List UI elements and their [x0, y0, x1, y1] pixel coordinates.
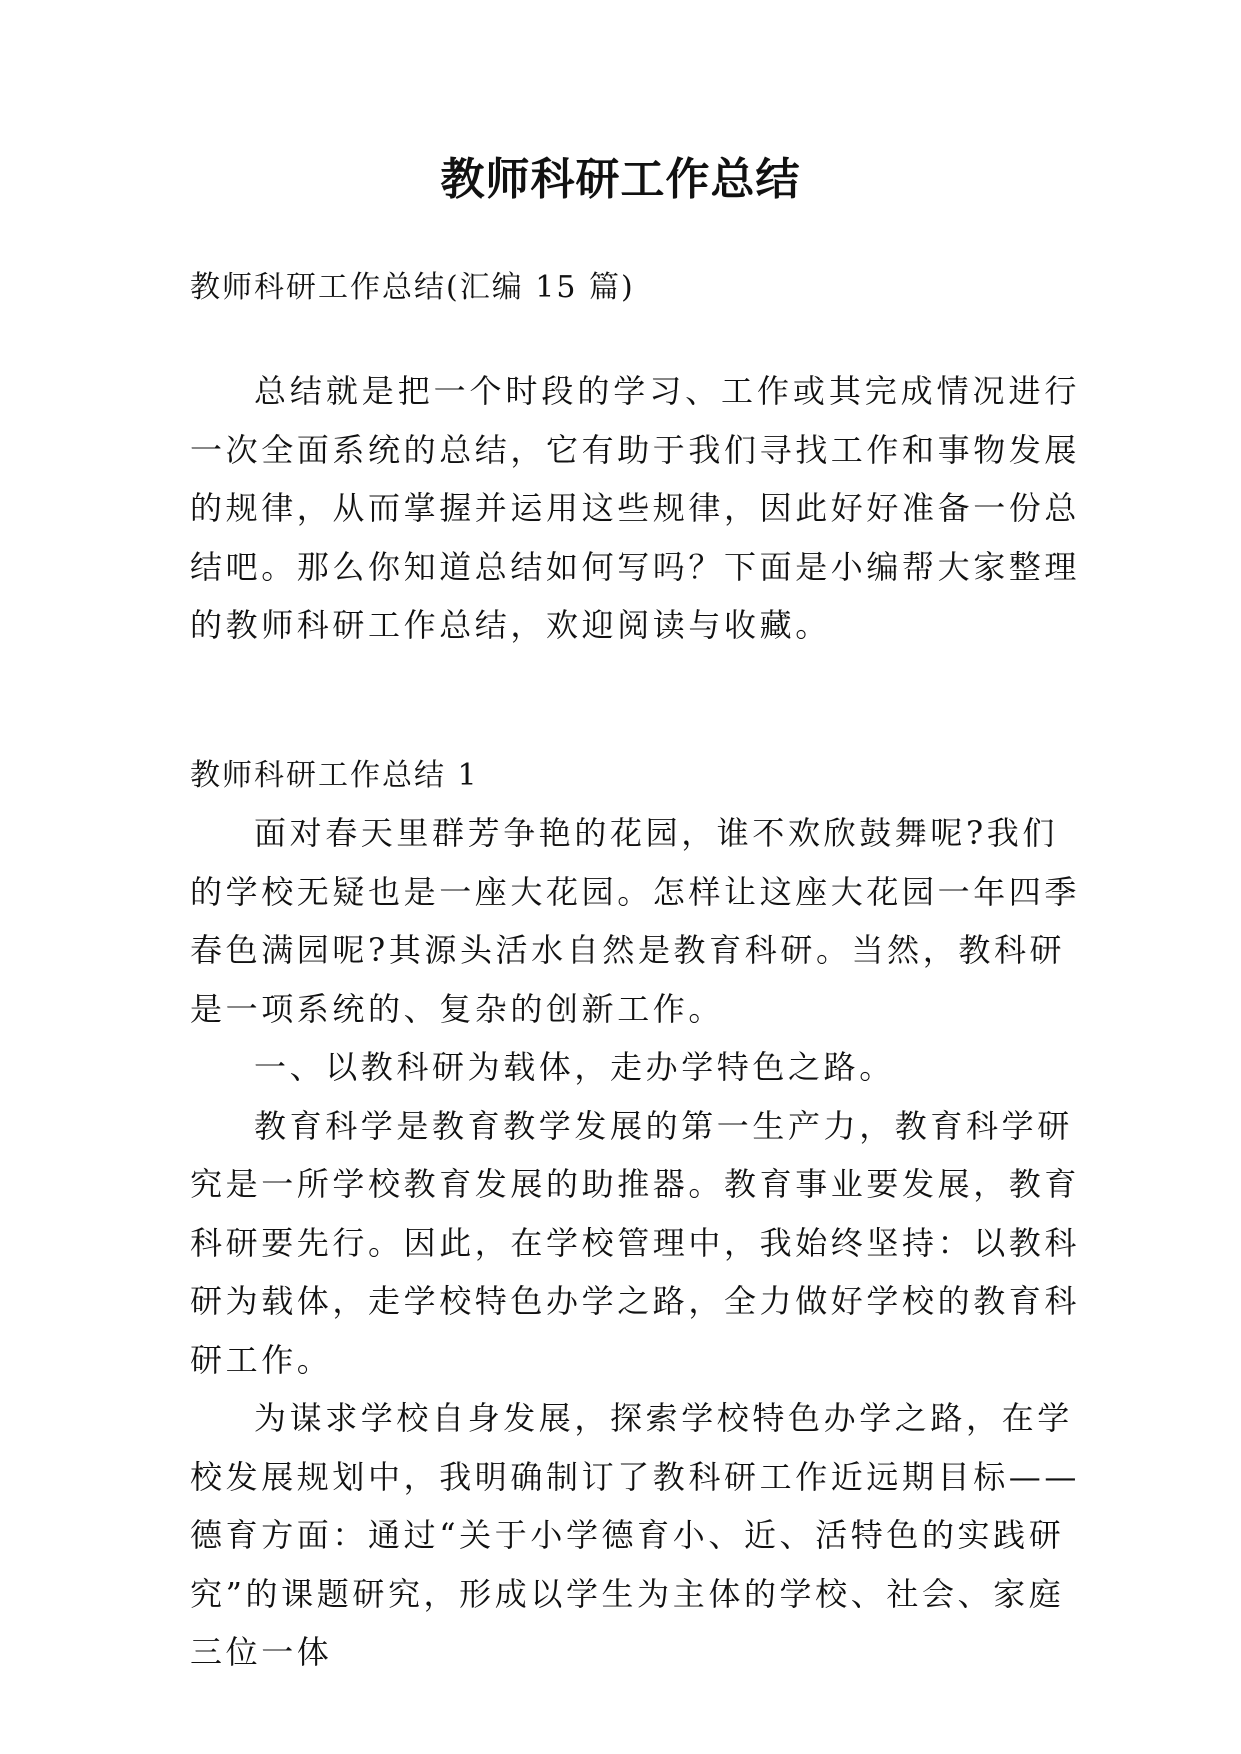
body-paragraph: 为谋求学校自身发展，探索学校特色办学之路，在学校发展规划中，我明确制订了教科研工作近远期目标——德育方面：通过“关于小学德育小、近、活特色的实践研究”的课题研究，形成以学生为主体的学校、社会、家庭三位一体	[190, 1399, 1081, 1671]
body-paragraph: 面对春天里群芳争艳的花园，谁不欢欣鼓舞呢?我们的学校无疑也是一座大花园。怎样让这座大花园一年四季春色满园呢?其源头活水自然是教育科研。当然，教科研是一项系统的、复杂的创新工作。	[190, 814, 1081, 1028]
body-paragraph: 教育科学是教育教学发展的第一生产力，教育科学研究是一所学校教育发展的助推器。教育事业要发展，教育科研要先行。因此，在学校管理中，我始终坚持：以教科研为载体，走学校特色办学之路，全力做好学校的教育科研工作。	[190, 1106, 1081, 1379]
intro-paragraph: 总结就是把一个时段的学习、工作或其完成情况进行一次全面系统的总结，它有助于我们寻找工作和事物发展的规律，从而掌握并运用这些规律，因此好好准备一份总结吧。那么你知道总结如何写吗？下面是小编帮大家整理的教师科研工作总结，欢迎阅读与收藏。	[190, 372, 1081, 644]
section-heading: 教师科研工作总结 1	[190, 758, 479, 793]
section-body	[190, 804, 1080, 1682]
document-title: 教师科研工作总结	[440, 154, 801, 205]
body-paragraph: 一、以教科研为载体，走办学特色之路。	[254, 1048, 895, 1086]
document-subtitle: 教师科研工作总结(汇编 15 篇)	[190, 270, 635, 305]
